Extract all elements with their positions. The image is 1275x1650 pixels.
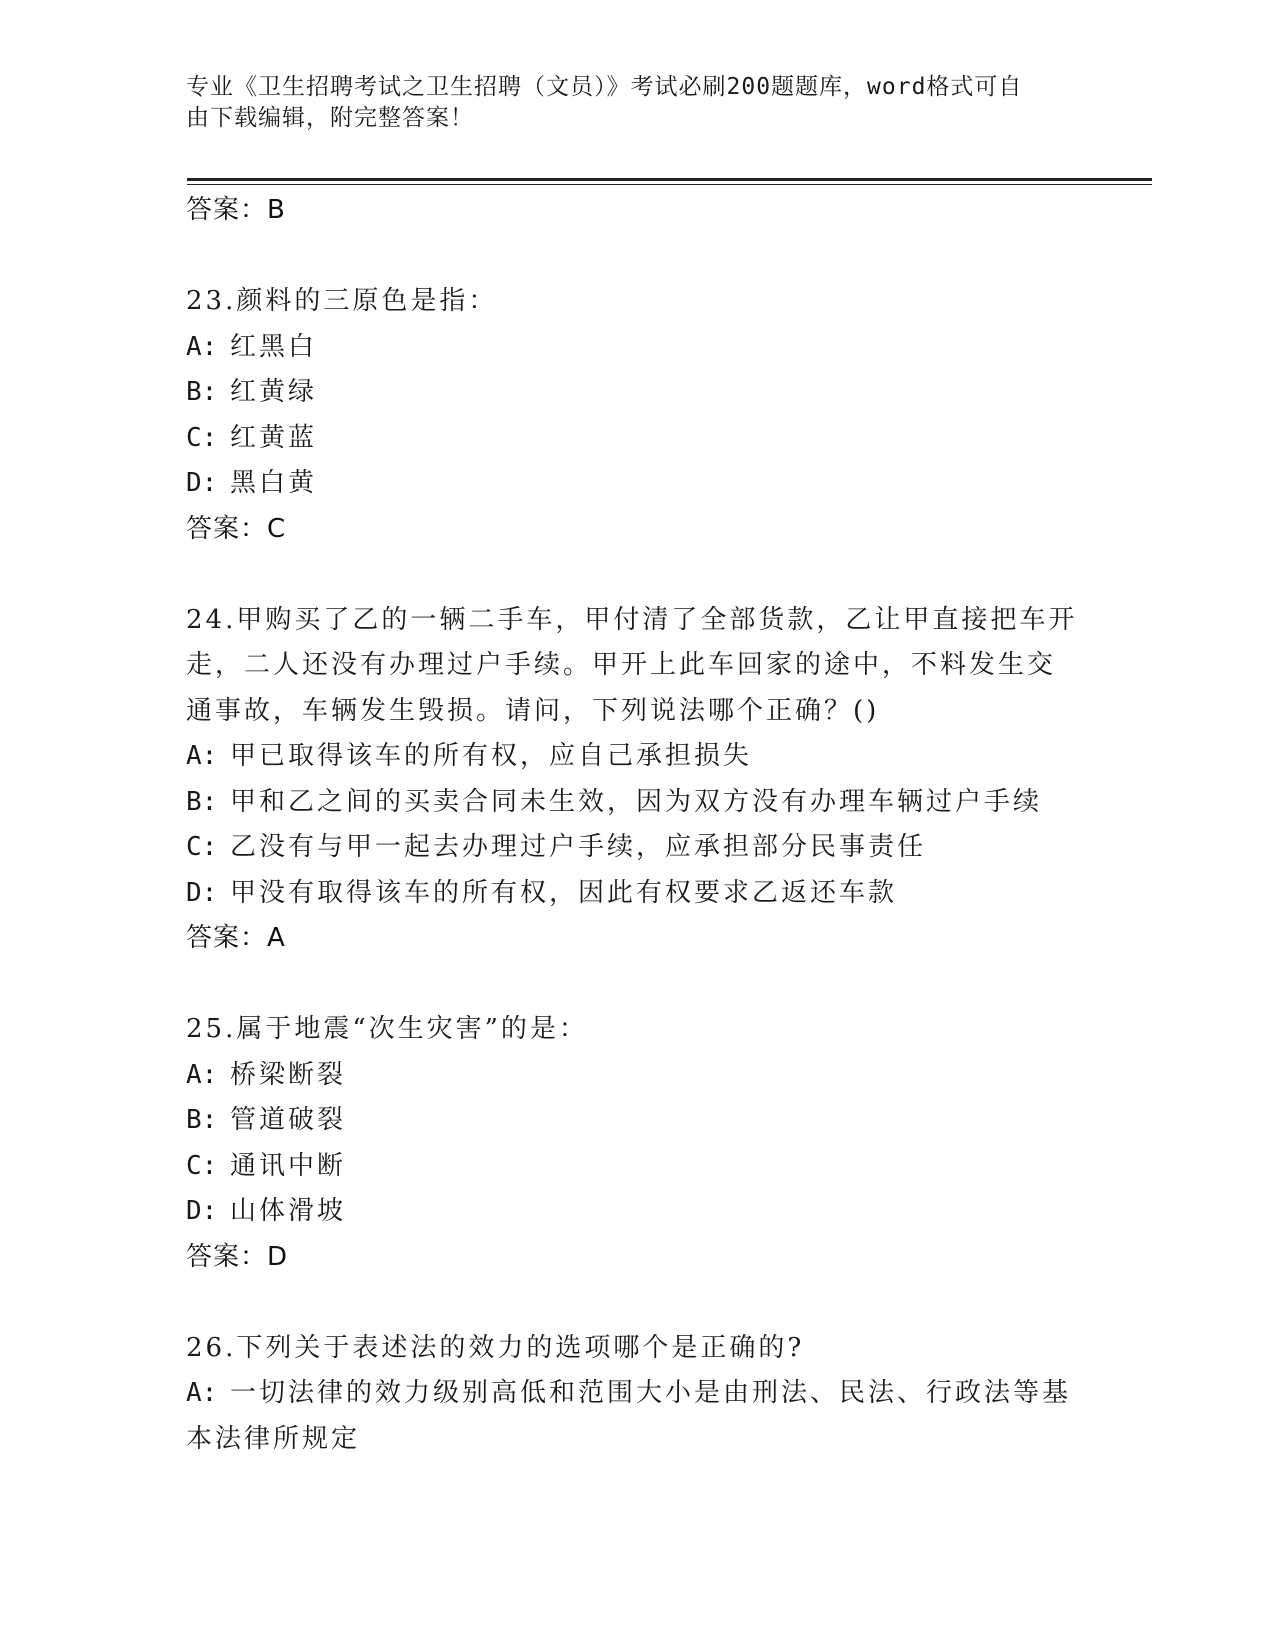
previous-answer: 答案：B <box>186 195 286 225</box>
option-text: 通讯中断 <box>230 1150 347 1181</box>
option-text: 甲和乙之间的买卖合同未生效，因为双方没有办理车辆过户手续 <box>230 786 1043 817</box>
option-text: 红黄绿 <box>230 377 318 407</box>
option-text: 红黑白 <box>230 331 318 362</box>
question-text: 26.下列关于表述法的效力的选项哪个是正确的? <box>186 1332 805 1363</box>
option-text: 甲没有取得该车的所有权，因此有权要求乙返还车款 <box>230 877 898 908</box>
option-b <box>186 1098 1086 1144</box>
option-text: 桥梁断裂 <box>230 1059 347 1090</box>
answer-line: 答案：D <box>186 1241 289 1272</box>
option-label: A: <box>186 1378 218 1408</box>
header-rule-thick <box>187 178 1152 181</box>
option-label: D: <box>186 877 218 908</box>
question-text: 通事故，车辆发生毁损。请问，下列说法哪个正确？() <box>186 695 880 726</box>
option-text: 一切法律的效力级别高低和范围大小是由刑法、民法、行政法等基 <box>230 1378 1072 1408</box>
option-d <box>186 1189 1086 1235</box>
answer-line: 答案：A <box>186 923 286 953</box>
question-text: 走，二人还没有办理过户手续。甲开上此车回家的途中，不料发生交 <box>186 650 1057 680</box>
option-a <box>186 1053 1086 1099</box>
question-text: 24.甲购买了乙的一辆二手车，甲付清了全部货款，乙让甲直接把车开 <box>186 604 1078 635</box>
option-label: B: <box>186 786 218 817</box>
option-label: B: <box>186 1105 218 1135</box>
option-a <box>186 325 1086 371</box>
question-text: 23.颜料的三原色是指： <box>186 286 498 316</box>
question-25 <box>186 1007 1086 1280</box>
option-a <box>186 734 1086 780</box>
option-label: D: <box>186 468 218 498</box>
option-label: D: <box>186 1196 218 1226</box>
option-text: 山体滑坡 <box>230 1196 347 1226</box>
option-text: 红黄蓝 <box>230 422 318 453</box>
option-c <box>186 1144 1086 1190</box>
option-d <box>186 461 1086 507</box>
option-b <box>186 780 1086 826</box>
question-26 <box>186 1326 1086 1463</box>
option-label: C: <box>186 1150 218 1181</box>
question-text: 25.属于地震“次生灾害”的是： <box>186 1014 588 1044</box>
option-label: A: <box>186 741 218 771</box>
header-line-1: 专业《卫生招聘考试之卫生招聘（文员）》考试必刷200题题库，word格式可自 <box>186 74 1023 100</box>
option-d <box>186 871 1086 917</box>
option-label: C: <box>186 422 218 453</box>
option-a <box>186 1371 1086 1417</box>
option-c <box>186 825 1086 871</box>
option-text: 甲已取得该车的所有权，应自己承担损失 <box>230 741 753 771</box>
option-label: A: <box>186 331 218 362</box>
question-list <box>186 188 1086 1462</box>
option-text: 乙没有与甲一起去办理过户手续，应承担部分民事责任 <box>230 832 927 862</box>
answer-line: 答案：C <box>186 513 287 544</box>
option-label: C: <box>186 832 218 862</box>
question-24 <box>186 598 1086 962</box>
option-label: B: <box>186 377 218 407</box>
option-label: A: <box>186 1059 218 1090</box>
option-b <box>186 370 1086 416</box>
document-header <box>186 72 1076 134</box>
option-text: 黑白黄 <box>230 468 318 498</box>
option-text: 管道破裂 <box>230 1105 347 1135</box>
option-c <box>186 416 1086 462</box>
option-continuation: 本法律所规定 <box>186 1423 361 1454</box>
header-line-2: 由下载编辑，附完整答案！ <box>186 105 474 131</box>
question-23 <box>186 279 1086 552</box>
header-rule-thin <box>187 184 1152 185</box>
